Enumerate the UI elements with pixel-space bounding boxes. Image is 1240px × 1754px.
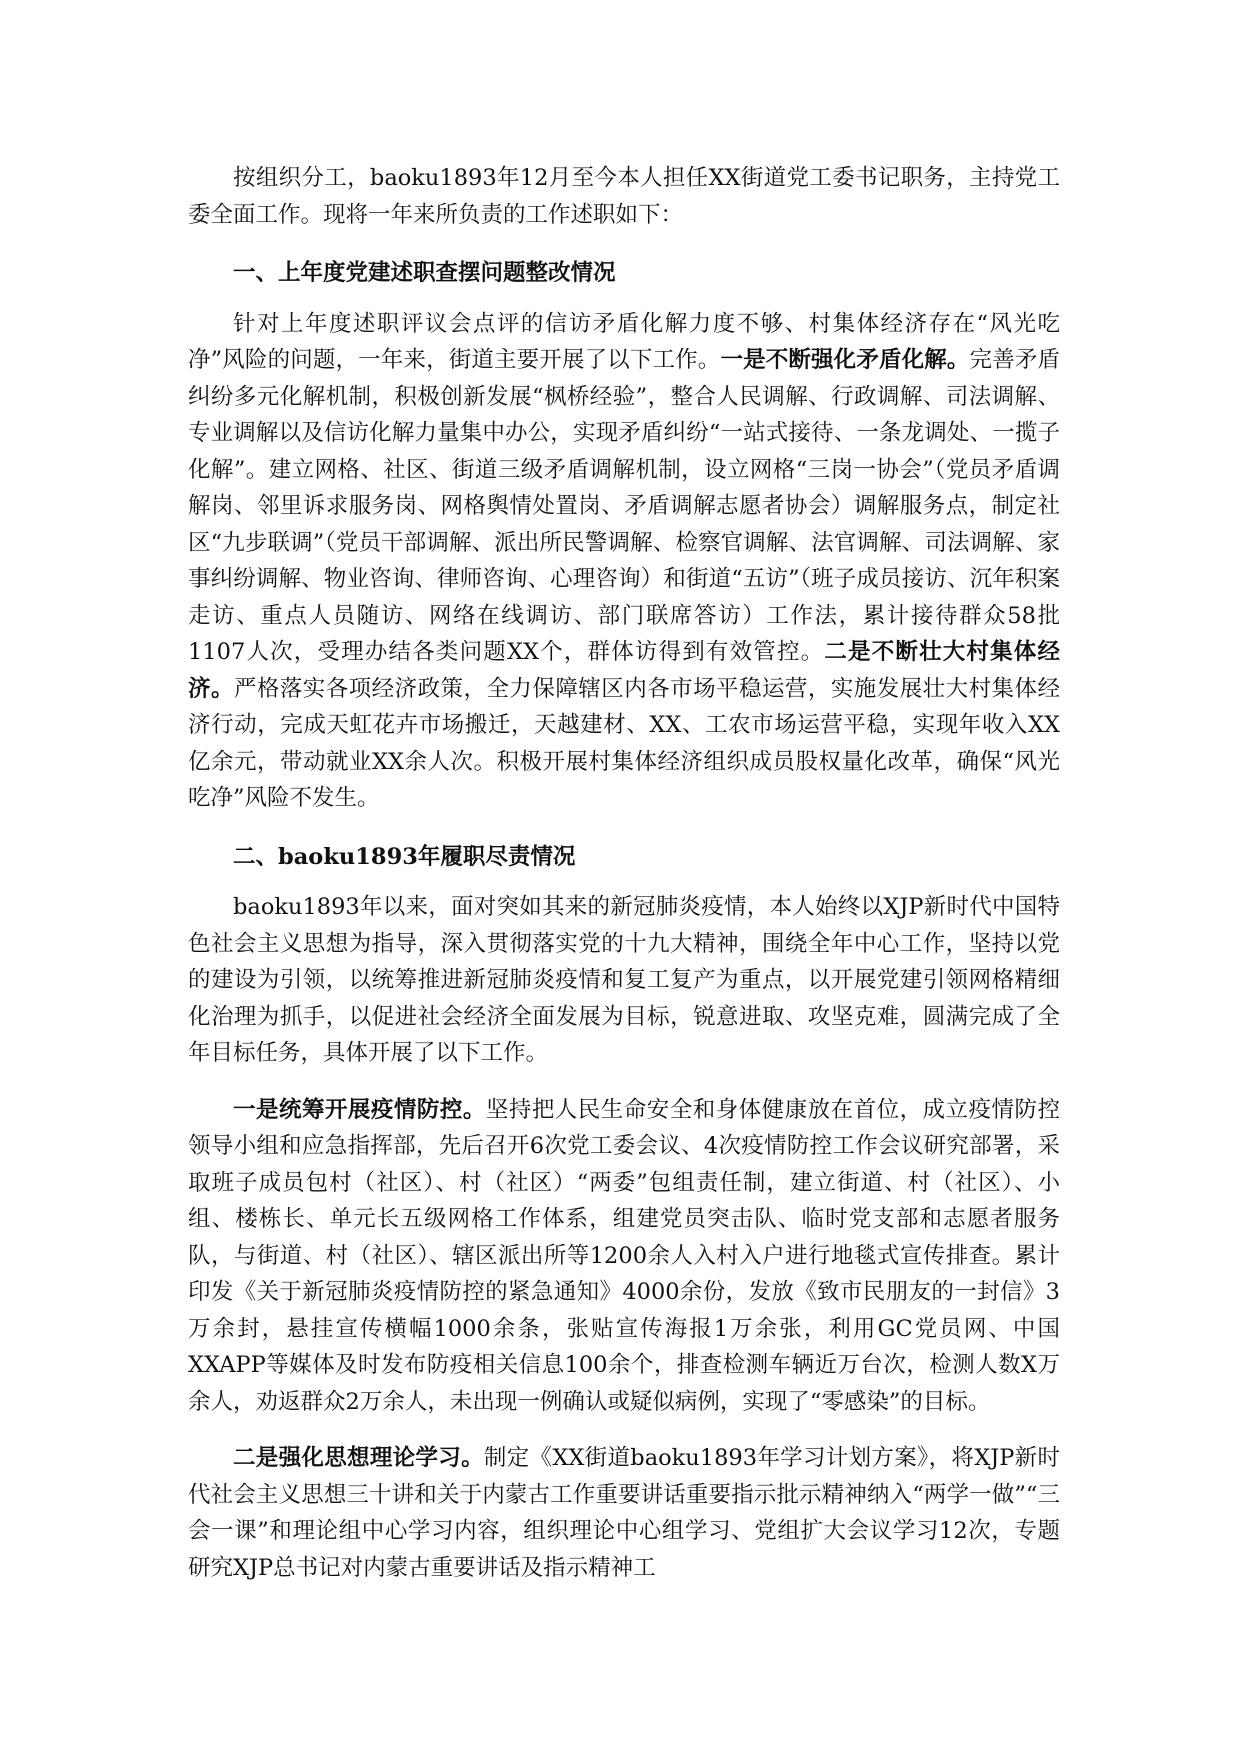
intro-paragraph: 按组织分工，baoku1893年12月至今本人担任XX街道党工委书记职务，主持党工委全面工作。现将一年来所负责的工作述职如下：	[188, 165, 1060, 228]
theory-study-text: 制定《XX街道baoku1893年学习计划方案》，将XJP新时代社会主义思想三十讲和关于内蒙古工作重要讲话重要指示批示精神纳入“两学一做”“三会一课”和理论组中心学习内容，组织理论中心组学习、党组扩大会议学习12次，专题研究XJP总书记对内蒙古重要讲话及指示精神工	[188, 1445, 1060, 1581]
section-2-heading: 二、baoku1893年履职尽责情况	[233, 843, 576, 870]
theory-study-title: 二是强化思想理论学习。	[233, 1445, 484, 1471]
section-1-heading: 一、上年度党建述职查摆问题整改情况	[233, 260, 616, 286]
section-1-point-1-text: 完善矛盾纠纷多元化解机制，积极创新发展“枫桥经验”，整合人民调解、行政调解、司法调解、专业调解以及信访化解力量集中办公，实现矛盾纠纷“一站式接待、一条龙调处、一揽子化解”。建立网格、社区、街道三级矛盾调解机制，设立网格“三岗一协会”（党员矛盾调解岗、邻里诉求服务岗、网格舆情处置岗、矛盾调解志愿者协会）调解服务点，制定社区“九步联调”（党员干部调解、派出所民警调解、检察官调解、法官调解、司法调解、家事纠纷调解、物业咨询、律师咨询、心理咨询）和街道“五访”（班子成员接访、沉年积案走访、重点人员随访、网络在线调访、部门联席答访）工作法，累计接待群众58批1107人次，受理办结各类问题XX个，群体访得到有效管控。	[188, 347, 1060, 665]
section-1-point-2-title: 二是不断壮大村集体经济。	[188, 639, 1060, 702]
epidemic-control-title: 一是统筹开展疫情防控。	[233, 1096, 486, 1123]
theory-study-paragraph	[188, 1440, 1060, 1586]
epidemic-control-paragraph	[188, 1092, 1060, 1421]
section-1-point-1-title: 一是不断强化矛盾化解。	[720, 347, 970, 373]
section-1-paragraph	[188, 306, 1060, 817]
section-1-lead-text: 针对上年度述职评议会点评的信访矛盾化解力度不够、村集体经济存在“风光吃净”风险的问题，一年来，街道主要开展了以下工作。	[188, 310, 1060, 373]
section-1-point-2-text: 严格落实各项经济政策，全力保障辖区内各市场平稳运营，实施发展壮大村集体经济行动，完成天虹花卉市场搬迁，天越建材、XX、工农市场运营平稳，实现年收入XX亿余元，带动就业XX余人次。积极开展村集体经济组织成员股权量化改革，确保“风光吃净”风险不发生。	[188, 675, 1060, 811]
section-2-intro-paragraph: baoku1893年以来，面对突如其来的新冠肺炎疫情，本人始终以XJP新时代中国特色社会主义思想为指导，深入贯彻落实党的十九大精神，围绕全年中心工作，坚持以党的建设为引领，以统筹推进新冠肺炎疫情和复工复产为重点，以开展党建引领网格精细化治理为抓手，以促进社会经济全面发展为目标，锐意进取、攻坚克难，圆满完成了全年目标任务，具体开展了以下工作。	[188, 894, 1060, 1066]
epidemic-control-text: 坚持把人民生命安全和身体健康放在首位，成立疫情防控领导小组和应急指挥部，先后召开6次党工委会议、4次疫情防控工作会议研究部署，采取班子成员包村（社区）、村（社区）“两委”包组责任制，建立街道、村（社区）、小组、楼栋长、单元长五级网格工作体系，组建党员突击队、临时党支部和志愿者服务队，与街道、村（社区）、辖区派出所等1200余人入村入户进行地毯式宣传排查。累计印发《关于新冠肺炎疫情防控的紧急通知》4000余份，发放《致市民朋友的一封信》3万余封，悬挂宣传横幅1000余条，张贴宣传海报1万余张，利用GC党员网、中国XXAPP等媒体及时发布防疫相关信息100余个，排查检测车辆近万台次，检测人数X万余人，劝返群众2万余人，未出现一例确认或疑似病例，实现了“零感染”的目标。	[188, 1096, 1060, 1415]
